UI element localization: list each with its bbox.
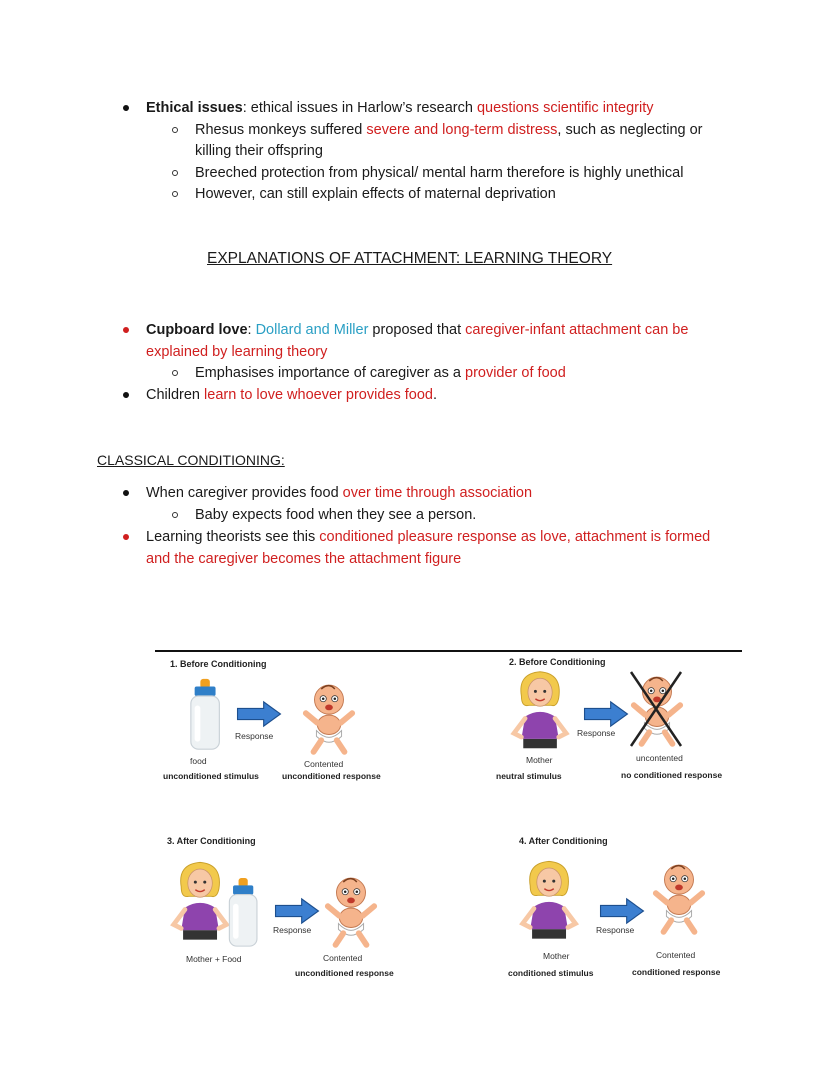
cupboard-sub-red: provider of food	[465, 365, 566, 381]
cupboard-b2-red: learn to love whoever provides food	[204, 387, 433, 403]
panel1-left-label: food	[190, 756, 207, 766]
cupboard-red2: explained by learning theory	[146, 344, 328, 360]
panel1-left-caption: unconditioned stimulus	[163, 771, 259, 781]
classical-b1	[146, 483, 532, 505]
baby-icon	[300, 680, 358, 758]
baby-icon	[650, 860, 708, 938]
panel3-right-label: Contented	[323, 953, 363, 963]
panel2-left-label: Mother	[526, 755, 553, 765]
ethical-intro: : ethical issues in Harlow’s research	[242, 100, 477, 116]
cupboard-mid: proposed that	[368, 322, 466, 338]
bullet-dot	[123, 105, 129, 111]
cupboard-line	[146, 320, 746, 342]
ethical-line	[146, 98, 653, 120]
sub-bullet	[172, 170, 178, 176]
cupboard-names: Dollard and Miller	[255, 322, 369, 338]
classical-b2	[146, 527, 766, 549]
cupboard-b2-end: .	[432, 387, 437, 403]
ethical-sub3: However, can still explain effects of maternal deprivation	[195, 186, 556, 202]
bullet-dot	[123, 490, 129, 496]
arrow-icon	[273, 897, 321, 925]
panel2-right-caption: no conditioned response	[621, 770, 723, 780]
panel2-left-caption: neutral stimulus	[496, 771, 562, 781]
panel2-right-label: uncontented	[636, 753, 683, 763]
classical-b1-red: over time through association	[342, 485, 533, 501]
cupboard-heading: Cupboard love	[146, 322, 248, 338]
cupboard-sub-a: Emphasises importance of caregiver as a	[195, 365, 465, 381]
classical-sub: Baby expects food when they see a person.	[195, 507, 477, 523]
arrow-icon	[582, 700, 630, 728]
cupboard-b2	[146, 385, 437, 407]
classical-b1-a: When caregiver provides food	[146, 485, 343, 501]
ethical-sub1-a: Rhesus monkeys suffered	[195, 122, 367, 138]
section-title: EXPLANATIONS OF ATTACHMENT: LEARNING THEORY	[207, 250, 613, 267]
sub-bullet	[172, 191, 178, 197]
classical-b2-a: Learning theorists see this	[146, 529, 320, 545]
cupboard-sub	[195, 363, 566, 385]
cupboard-colon: :	[247, 322, 256, 338]
arrow-icon	[235, 700, 283, 728]
panel1-right-caption: unconditioned response	[282, 771, 381, 781]
arrow-icon	[598, 897, 646, 925]
panel1-response: Response	[235, 731, 274, 741]
ethical-intro-red: questions scientific integrity	[476, 100, 654, 116]
panel1-title: 1. Before Conditioning	[170, 659, 267, 669]
ethical-sub1-cont: killing their offspring	[195, 143, 323, 159]
ethical-heading: Ethical issues	[146, 100, 243, 116]
panel3-title: 3. After Conditioning	[167, 836, 256, 846]
bullet-dot	[123, 534, 129, 540]
ethical-sub2: Breeched protection from physical/ mental harm therefore is highly unethical	[195, 165, 684, 181]
panel2-response: Response	[577, 728, 616, 738]
panel3-right-caption: unconditioned response	[295, 968, 394, 978]
panel4-title: 4. After Conditioning	[519, 836, 608, 846]
bottle-icon	[183, 677, 231, 753]
classical-b2-red2: and the caregiver becomes the attachment figure	[146, 551, 462, 567]
bottle-icon	[222, 876, 268, 950]
panel4-left-label: Mother	[543, 951, 570, 961]
diagram-top-rule	[155, 650, 742, 652]
classical-heading: CLASSICAL CONDITIONING:	[97, 452, 285, 468]
panel2-title: 2. Before Conditioning	[509, 657, 606, 667]
sub-bullet	[172, 127, 178, 133]
bullet-dot	[123, 392, 129, 398]
sub-bullet	[172, 370, 178, 376]
bullet-dot	[123, 327, 129, 333]
baby-icon	[322, 873, 380, 951]
sub-bullet	[172, 512, 178, 518]
cupboard-b2-a: Children	[146, 387, 205, 403]
ethical-sub1-b: , such as neglecting or	[557, 122, 703, 138]
panel4-left-caption: conditioned stimulus	[508, 968, 594, 978]
classical-b2-red1: conditioned pleasure response as love, attachment is formed	[319, 529, 711, 545]
ethical-sub1	[195, 120, 755, 142]
ethical-sub1-red: severe and long-term distress	[366, 122, 558, 138]
mother-icon	[517, 856, 583, 944]
panel3-response: Response	[273, 925, 312, 935]
panel4-right-caption: conditioned response	[632, 967, 721, 977]
panel1-right-label: Contented	[304, 759, 344, 769]
mother-icon	[508, 668, 574, 752]
panel4-response: Response	[596, 925, 635, 935]
cross-icon	[627, 668, 685, 750]
cupboard-red1: caregiver-infant attachment can be	[465, 322, 689, 338]
panel4-right-label: Contented	[656, 950, 696, 960]
panel3-left-label: Mother + Food	[186, 954, 242, 964]
